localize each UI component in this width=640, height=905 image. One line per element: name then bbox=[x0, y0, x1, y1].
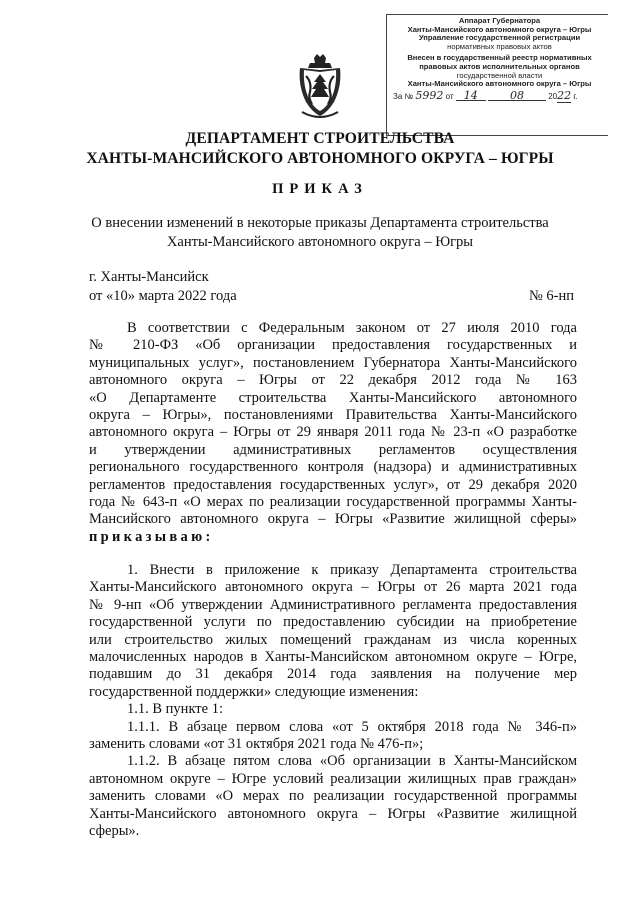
stamp-line: Внесен в государственный реестр нормативных bbox=[407, 53, 592, 63]
stamp-registration-number bbox=[393, 88, 606, 102]
text-line: Ханты-Мансийского автономного округа – Югры от 26 марта 2021 года bbox=[89, 579, 577, 596]
stamp-line: Управление государственной регистрации bbox=[418, 33, 581, 43]
text-line: Мансийского автономного округа – Югры «Развитие жилищной сферы» bbox=[89, 511, 577, 528]
text-line: государственной поддержки» следующие изменения: bbox=[89, 683, 419, 700]
text-line: 1.1.2. В абзаце пятом слова «Об организации в Ханты-Мансийском bbox=[127, 753, 577, 770]
text-line: В соответствии с Федеральным законом от 27 июля 2010 года bbox=[127, 320, 577, 336]
stamp-line: нормативных правовых актов bbox=[447, 41, 552, 51]
text-line: № 210-ФЗ «Об организации предоставления государственных и bbox=[89, 337, 577, 354]
text-line: малочисленных народов в Ханты-Мансийском автономном округе – Югре, bbox=[89, 649, 577, 666]
department-subtitle: ХАНТЫ-МАНСИЙСКОГО АВТОНОМНОГО ОКРУГА – ЮГРЫ bbox=[86, 150, 554, 167]
subject-line: О внесении изменений в некоторые приказы Департамента строительства bbox=[91, 215, 549, 231]
text-line: сферы». bbox=[89, 823, 140, 840]
coat-of-arms-icon bbox=[296, 52, 344, 122]
text-line: регионального государственного контроля (надзора) и административных bbox=[89, 459, 577, 476]
order-number: № 6-нп bbox=[528, 288, 574, 304]
text-line: заменить словами «О мерах по реализации государственной программы bbox=[89, 788, 577, 805]
subject-line: Ханты-Мансийского автономного округа – Югры bbox=[166, 234, 474, 250]
text-line: «О Департаменте строительства Ханты-Мансийского автономного bbox=[89, 389, 577, 406]
text-line: заменить словами «от 31 октября 2021 года № 476-п»; bbox=[89, 736, 424, 753]
text-line: регламентов предоставления государственных услуг», от 29 декабря 2020 bbox=[89, 476, 577, 493]
stamp-line: Аппарат Губернатора bbox=[458, 16, 541, 25]
stamp-reg-suffix: г. bbox=[573, 91, 578, 101]
registration-stamp bbox=[386, 14, 608, 136]
text-line: округа – Югры», постановлениями Правительства Ханты-Мансийского bbox=[89, 407, 577, 424]
item-1-1-heading: 1.1. В пункте 1: bbox=[127, 701, 223, 718]
text-line: муниципальных услуг», постановлением Губернатора Ханты-Мансийского bbox=[89, 354, 577, 371]
stamp-reg-day: 14 bbox=[456, 92, 486, 102]
text-line: автономного округа – Югры от 29 января 2011 года № 23-п «О разработке bbox=[89, 424, 577, 441]
stamp-line: Ханты-Мансийского автономного округа – Югры bbox=[407, 79, 592, 89]
text-line: и утверждении административных регламентов осуществления bbox=[89, 441, 577, 458]
text-line: или строительство жилых помещений гражданам из числа коренных bbox=[89, 631, 577, 648]
text-line: 1.1.1. В абзаце первом слова «от 5 октября 2018 года № 346-п» bbox=[127, 718, 577, 735]
order-date: от «10» марта 2022 года bbox=[89, 288, 237, 304]
stamp-line: правовых актов исполнительных органов bbox=[419, 61, 580, 71]
order-word: приказываю: bbox=[89, 528, 214, 545]
doc-type-title: ПРИКАЗ bbox=[272, 181, 368, 197]
preamble-paragraph bbox=[89, 320, 577, 546]
stamp-reg-year-prefix: 20 bbox=[548, 91, 558, 101]
text-line: года № 643-п «О мерах по реализации государственной программы Ханты- bbox=[89, 494, 577, 511]
stamp-reg-mid: от bbox=[445, 91, 454, 101]
text-line: подавшим до 31 декабря 2014 года заявления на получение мер bbox=[89, 666, 577, 683]
stamp-line: Ханты-Мансийского автономного округа – Югры bbox=[407, 24, 592, 34]
text-line: Ханты-Мансийского автономного округа – Югры «Развитие жилищной bbox=[89, 805, 577, 822]
stamp-line: государственной власти bbox=[456, 70, 543, 80]
text-line: государственной услуги по предоставлению субсидии на приобретение bbox=[89, 614, 577, 631]
text-line: автономном округе – Югре условий реализации жилищных прав граждан» bbox=[89, 770, 577, 787]
city: г. Ханты-Мансийск bbox=[89, 269, 209, 285]
stamp-reg-prefix: За № bbox=[393, 91, 414, 101]
stamp-reg-year: 22 bbox=[557, 88, 572, 102]
stamp-reg-month: 08 bbox=[488, 92, 546, 102]
text-line: № 9-нп «Об утверждении Административного регламента предоставления bbox=[89, 596, 577, 613]
stamp-reg-number: 5992 bbox=[415, 88, 444, 102]
item-1-paragraph bbox=[89, 562, 577, 841]
text-line: автономного округа – Югры от 22 декабря 2012 года № 163 bbox=[89, 372, 577, 389]
text-line: 1. Внести в приложение к приказу Департамента строительства bbox=[127, 562, 577, 578]
department-title: ДЕПАРТАМЕНТ СТРОИТЕЛЬСТВА bbox=[185, 130, 455, 147]
